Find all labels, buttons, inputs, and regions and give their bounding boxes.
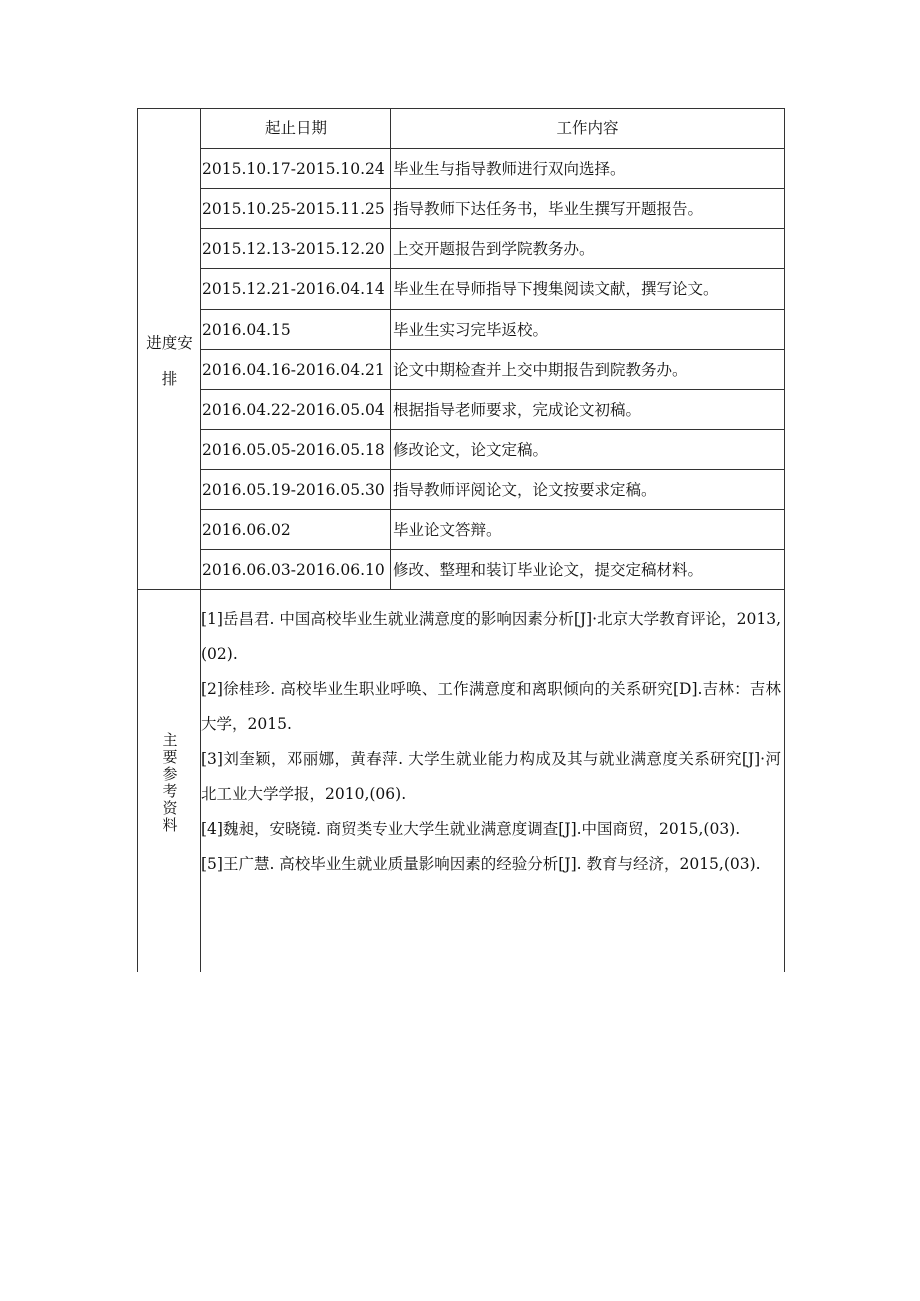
row-content: 论文中期检查并上交中期报告到院教务办。 [393,361,688,379]
row-date: 2016.06.02 [202,521,291,539]
reference-item: [1]岳昌君. 中国高校毕业生就业满意度的影响因素分析[J]·北京大学教育评论，2013,(02). [201,610,781,663]
row-content: 毕业生与指导教师进行双向选择。 [393,160,626,178]
row-divider [200,469,785,470]
table-top-border [137,108,785,109]
row-content: 修改、整理和装订毕业论文，提交定稿材料。 [393,561,704,579]
row-divider [200,268,785,269]
row-content: 上交开题报告到学院教务办。 [393,240,595,258]
references-list [201,602,781,882]
row-divider [200,429,785,430]
row-content: 指导教师评阅论文，论文按要求定稿。 [393,481,657,499]
table-right-border [784,108,785,972]
reference-item: [2]徐桂珍. 高校毕业生职业呼唤、工作满意度和离职倾向的关系研究[D].吉林：吉林大学，2015. [201,680,781,733]
row-content: 毕业论文答辩。 [393,521,502,539]
row-content: 毕业生实习完毕返校。 [393,321,549,339]
row-date: 2016.04.15 [202,321,291,339]
schedule-label-line2: 排 [161,370,178,388]
reference-item: [4]魏昶，安晓镜. 商贸类专业大学生就业满意度调查[J].中国商贸，2015,(03). [201,820,741,838]
row-content: 根据指导老师要求，完成论文初稿。 [393,401,642,419]
table-left-border [137,108,138,972]
row-date: 2015.12.13-2015.12.20 [202,240,385,258]
schedule-section-label [138,325,201,397]
header-content: 工作内容 [556,119,619,137]
reference-item: [5]王广慧. 高校毕业生就业质量影响因素的经验分析[J]. 教育与经济，2015,(03). [201,855,761,873]
row-date: 2015.12.21-2016.04.14 [202,280,385,298]
row-date: 2015.10.17-2015.10.24 [202,160,385,178]
row-divider [200,389,785,390]
row-divider [200,309,785,310]
row-date: 2016.04.22-2016.05.04 [202,401,385,419]
row-divider [200,188,785,189]
row-date: 2016.05.05-2016.05.18 [202,441,385,459]
row-date: 2016.06.03-2016.06.10 [202,561,385,579]
row-date: 2016.05.19-2016.05.30 [202,481,385,499]
row-divider [200,349,785,350]
row-divider [200,509,785,510]
row-divider [200,549,785,550]
row-content: 指导教师下达任务书，毕业生撰写开题报告。 [393,200,704,218]
row-date: 2016.04.16-2016.04.21 [202,361,385,379]
reference-item: [3]刘奎颖，邓丽娜，黄春萍. 大学生就业能力构成及其与就业满意度关系研究[J]·河北工业大学学报，2010,(06). [201,750,781,803]
references-section-label: 主要参考资料 [162,731,178,834]
row-date: 2015.10.25-2015.11.25 [202,200,385,218]
section-divider [137,589,785,590]
row-divider [200,228,785,229]
schedule-label-line1: 进度安 [146,334,193,352]
row-content: 毕业生在导师指导下搜集阅读文献，撰写论文。 [393,280,719,298]
row-divider [200,148,785,149]
header-date: 起止日期 [264,119,327,137]
row-content: 修改论文，论文定稿。 [393,441,549,459]
